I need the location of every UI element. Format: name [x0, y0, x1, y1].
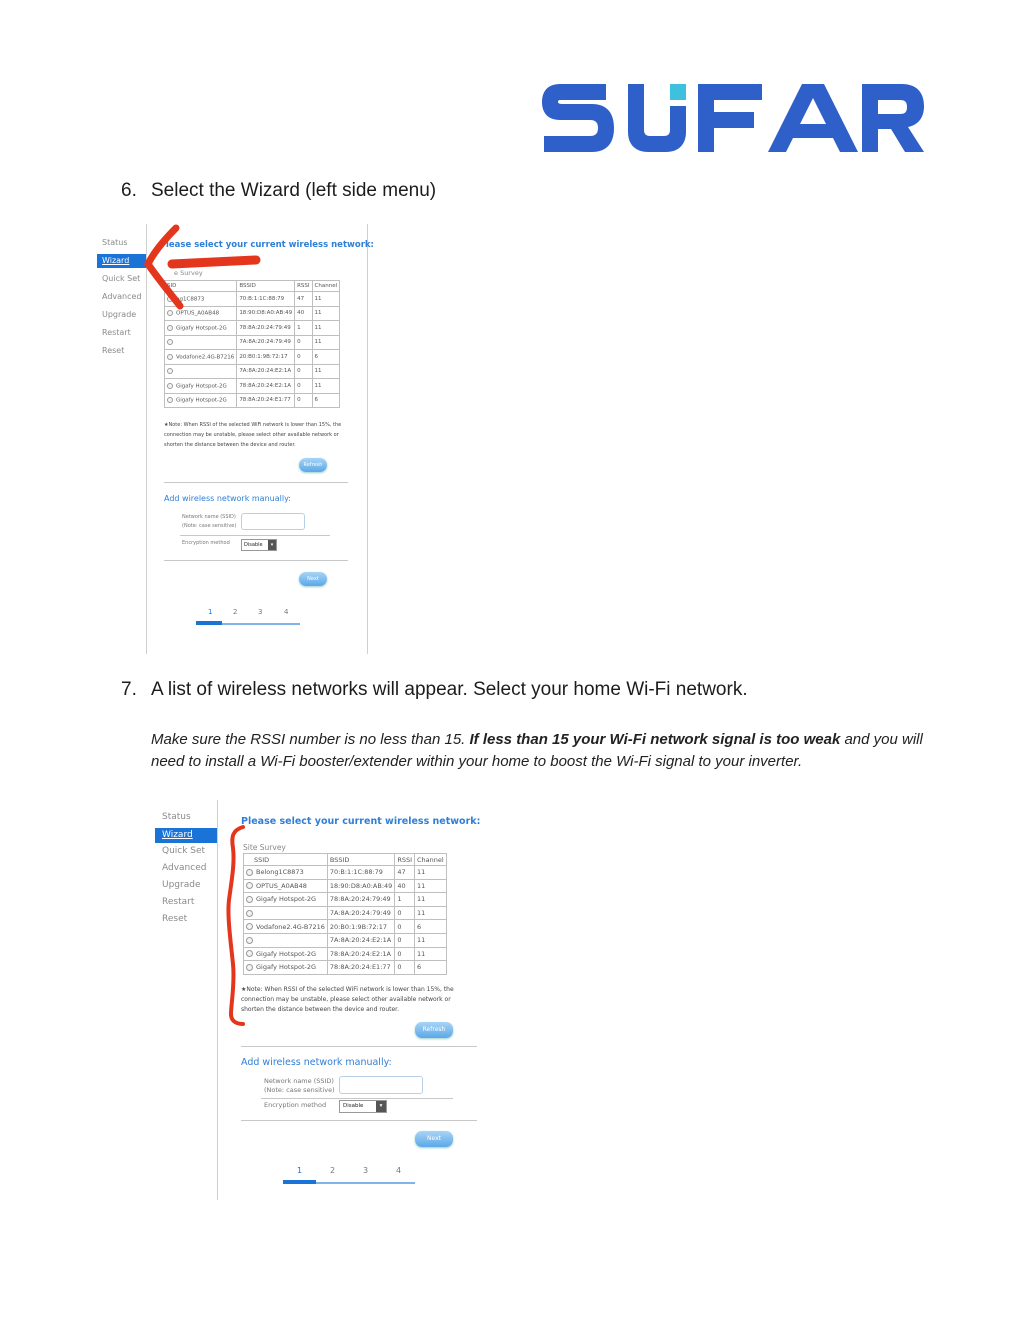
cell-text: Gigafy Hotspot-2G [176, 325, 227, 331]
rssi-cell [295, 379, 312, 394]
wizard-screenshot-large [155, 800, 485, 1200]
divider [164, 482, 348, 483]
cell-text: Vodafone2.4G-B7216 [176, 354, 235, 360]
rssi-cell [395, 933, 415, 947]
page-title: Please select your current wireless network: [241, 816, 481, 827]
cell-text: 18:90:D8:A0:AB:49 [239, 310, 293, 317]
note-part-2: and you will need to install a Wi-Fi booster/extender within your home to boost the Wi-Fi signal to your inverter. [151, 731, 923, 770]
table-row[interactable] [165, 393, 340, 408]
channel-cell [312, 364, 340, 379]
rssi-note: ★Note: When RSSI of the selected WiFi network is lower than 15%, the connection may be unstable, please select other available network or shorten the distance between the device and router. [241, 986, 454, 1013]
cell-text: 78:8A:20:24:E2:1A [239, 382, 291, 389]
divider [164, 560, 348, 561]
page-1[interactable]: 1 [208, 608, 213, 616]
ssid-cell [244, 961, 328, 975]
cell-text: 7A:8A:20:24:79:49 [239, 339, 291, 346]
ssid-cell [244, 933, 328, 947]
encryption-label: Encryption method [182, 540, 230, 546]
ssid-label: Network name (SSID) [264, 1077, 334, 1085]
ssid-cell [244, 906, 328, 920]
cell-text: Gigafy Hotspot-2G [256, 949, 317, 958]
menu-upgrade[interactable]: Upgrade [102, 310, 137, 319]
bssid-cell [327, 906, 394, 920]
divider [241, 1046, 477, 1047]
bssid-cell [237, 364, 295, 379]
rssi-cell [295, 306, 312, 321]
menu-wizard[interactable]: Wizard [97, 254, 147, 268]
menu-status[interactable]: Status [102, 238, 128, 247]
encryption-select[interactable] [241, 539, 277, 551]
cell-text: 0 [397, 963, 402, 972]
ssid-cell [165, 379, 237, 394]
cell-text: 70:B:1:1C:88:79 [239, 295, 285, 302]
cell-text: 47 [297, 295, 305, 302]
network-radio[interactable] [246, 882, 253, 889]
network-radio[interactable] [167, 368, 173, 374]
cell-text: Gigafy Hotspot-2G [256, 963, 317, 972]
channel-cell [415, 933, 447, 947]
cell-text: 0 [297, 339, 301, 346]
table-row[interactable] [244, 893, 447, 907]
cell-text: 0 [297, 397, 301, 404]
cell-text: Belong1C8873 [256, 868, 304, 877]
ssid-cell [244, 879, 328, 893]
cell-text: 11 [417, 881, 426, 890]
table-row[interactable] [244, 933, 447, 947]
network-radio[interactable] [246, 869, 253, 876]
step-text: Select the Wizard (left side menu) [151, 180, 437, 201]
network-radio[interactable] [246, 896, 253, 903]
cell-text: 11 [314, 295, 322, 302]
rssi-cell [395, 893, 415, 907]
cell-text: 78:8A:20:24:79:49 [329, 895, 391, 904]
progress-bar [196, 623, 300, 625]
step-number: 6. [121, 180, 137, 201]
network-radio[interactable] [246, 964, 253, 971]
cell-text: OPTUS_A0AB48 [256, 881, 307, 890]
cell-text: 11 [417, 868, 426, 877]
cell-text: 6 [417, 922, 422, 931]
channel-cell [312, 292, 340, 307]
divider [261, 1098, 453, 1099]
rssi-cell [395, 961, 415, 975]
ssid-input[interactable] [339, 1076, 423, 1094]
rssi-cell [295, 321, 312, 336]
channel-cell [312, 393, 340, 408]
network-radio[interactable] [167, 397, 173, 403]
cell-text: 7A:8A:20:24:79:49 [329, 909, 391, 918]
channel-cell [312, 321, 340, 336]
menu-upgrade[interactable]: Upgrade [162, 880, 201, 890]
step-7 [121, 679, 748, 701]
cell-text: 7A:8A:20:24:E2:1A [329, 936, 392, 945]
table-row[interactable] [165, 350, 340, 365]
cell-text: 0 [297, 382, 301, 389]
manual-title: Add wireless network manually: [164, 494, 291, 503]
bssid-cell [327, 961, 394, 975]
table-row[interactable] [244, 961, 447, 975]
cell-text: OPTUS_A0AB48 [176, 310, 220, 317]
channel-cell [312, 350, 340, 365]
col-channel: Channel [312, 281, 340, 292]
encryption-label: Encryption method [264, 1101, 327, 1109]
ssid-cell [165, 335, 237, 350]
menu-quick-set[interactable]: Quick Set [102, 274, 141, 283]
cell-text: 47 [397, 868, 406, 877]
bssid-cell [237, 321, 295, 336]
table-row[interactable] [244, 879, 447, 893]
ssid-label: Network name (SSID) [182, 514, 236, 520]
cell-text: 7A:8A:20:24:E2:1A [239, 368, 292, 375]
col-ssid: SID [165, 281, 237, 292]
site-survey-label: e Survey [174, 269, 203, 277]
channel-cell [415, 920, 447, 934]
page-4[interactable]: 4 [284, 608, 289, 616]
bssid-cell [327, 947, 394, 961]
page-3[interactable]: 3 [258, 608, 263, 616]
cell-text: 40 [297, 310, 305, 317]
network-radio[interactable] [167, 339, 173, 345]
rssi-cell [295, 364, 312, 379]
cell-text: 78:8A:20:24:E2:1A [329, 949, 391, 958]
sofar-logo [540, 78, 925, 158]
page-3[interactable]: 3 [363, 1166, 369, 1175]
col-rssi: RSSI [295, 281, 312, 292]
bssid-cell [327, 933, 394, 947]
cell-text: 0 [297, 368, 301, 375]
table-row[interactable] [165, 321, 340, 336]
rssi-cell [395, 947, 415, 961]
ssid-cell [165, 364, 237, 379]
network-radio[interactable] [167, 383, 173, 389]
cell-text: 11 [314, 310, 322, 317]
channel-cell [415, 866, 447, 880]
cell-text: 11 [314, 339, 322, 346]
network-radio[interactable] [167, 325, 173, 331]
cell-text: 0 [397, 949, 402, 958]
frame-border [367, 224, 368, 654]
bssid-cell [327, 920, 394, 934]
page-1[interactable]: 1 [297, 1166, 303, 1175]
menu-advanced[interactable]: Advanced [162, 863, 207, 873]
ssid-cell [244, 893, 328, 907]
note-bold: If less than 15 your Wi-Fi network signal is too weak [469, 731, 841, 748]
col-rssi: RSSI [395, 854, 415, 866]
col-bssid: BSSID [327, 854, 394, 866]
cell-text: 11 [314, 382, 322, 389]
menu-reset[interactable]: Reset [162, 914, 188, 924]
cell-text: 11 [314, 324, 322, 331]
cell-text: 0 [397, 936, 402, 945]
network-radio[interactable] [167, 354, 173, 360]
ssid-cell [244, 920, 328, 934]
rssi-cell [295, 350, 312, 365]
cell-text: 78:8A:20:24:E1:77 [329, 963, 391, 972]
bssid-cell [237, 350, 295, 365]
cell-text: 11 [314, 368, 322, 375]
cell-text: Gigafy Hotspot-2G [176, 397, 227, 404]
rssi-cell [395, 866, 415, 880]
ssid-input[interactable] [241, 513, 305, 530]
network-radio[interactable] [246, 923, 253, 930]
divider [241, 1120, 477, 1121]
page-title: lease select your current wireless network: [166, 240, 374, 250]
cell-text: 1 [397, 895, 402, 904]
site-survey-label: Site Survey [243, 843, 286, 852]
rssi-cell [395, 920, 415, 934]
cell-text: 6 [314, 353, 319, 360]
col-bssid: BSSID [237, 281, 295, 292]
menu-divider [217, 800, 218, 1200]
rssi-cell [395, 906, 415, 920]
cell-text: 78:8A:20:24:E1:77 [239, 397, 291, 404]
chevron-down-icon: ▾ [376, 1101, 386, 1112]
step-6 [121, 180, 436, 202]
cell-text: 0 [297, 353, 301, 360]
manual-title: Add wireless network manually: [241, 1057, 392, 1068]
rssi-cell [295, 393, 312, 408]
bssid-cell [237, 379, 295, 394]
ssid-cell [244, 866, 328, 880]
menu-status[interactable]: Status [162, 812, 191, 822]
cell-text: 18:90:D8:A0:AB:49 [329, 881, 393, 890]
cell-text: 6 [417, 963, 422, 972]
encryption-value: Disable [244, 542, 263, 548]
ssid-cell [165, 350, 237, 365]
divider [180, 535, 330, 536]
cell-text: Vodafone2.4G-B7216 [256, 922, 325, 931]
table-row[interactable] [244, 866, 447, 880]
refresh-button[interactable]: Refresh [415, 1022, 453, 1038]
bssid-cell [327, 866, 394, 880]
channel-cell [312, 306, 340, 321]
ssid-note: (Note: case sensitive) [182, 523, 237, 529]
network-radio[interactable] [246, 937, 253, 944]
channel-cell [312, 335, 340, 350]
page-2[interactable]: 2 [233, 608, 238, 616]
encryption-select[interactable] [339, 1100, 387, 1113]
cell-text: 11 [417, 936, 426, 945]
rssi-instruction [151, 729, 951, 773]
bssid-cell [327, 879, 394, 893]
table-row[interactable] [165, 335, 340, 350]
cell-text: Gigafy Hotspot-2G [256, 895, 317, 904]
channel-cell [415, 961, 447, 975]
cell-text: 1 [297, 324, 301, 331]
channel-cell [415, 879, 447, 893]
step-text: A list of wireless networks will appear. Select your home Wi-Fi network. [151, 679, 748, 700]
refresh-button[interactable]: Refresh [299, 458, 327, 472]
red-arrow-annotation [142, 222, 262, 312]
bssid-cell [237, 393, 295, 408]
cell-text: 40 [397, 881, 406, 890]
channel-cell [415, 947, 447, 961]
cell-text: Gigafy Hotspot-2G [176, 383, 227, 389]
cell-text: 0 [397, 922, 402, 931]
cell-text: 6 [314, 397, 319, 404]
next-button[interactable]: Next [299, 572, 327, 586]
table-row[interactable] [165, 379, 340, 394]
table-row[interactable] [244, 906, 447, 920]
rssi-cell [395, 879, 415, 893]
network-radio[interactable] [246, 910, 253, 917]
next-button[interactable]: Next [415, 1131, 453, 1147]
ssid-cell [165, 393, 237, 408]
page-2[interactable]: 2 [330, 1166, 336, 1175]
rssi-cell [295, 292, 312, 307]
channel-cell [312, 379, 340, 394]
ssid-note: (Note: case sensitive) [264, 1086, 335, 1094]
menu-reset[interactable]: Reset [102, 346, 125, 355]
cell-text: 0 [397, 909, 402, 918]
bssid-cell [237, 335, 295, 350]
channel-cell [415, 893, 447, 907]
encryption-value: Disable [343, 1103, 364, 1109]
menu-wizard[interactable]: Wizard [155, 828, 217, 843]
table-row[interactable] [165, 364, 340, 379]
rssi-note: ★Note: When RSSI of the selected WiFi network is lower than 15%, the connection may be unstable, please select other available network or shorten the distance between the device and router. [164, 422, 342, 448]
table-row[interactable] [244, 947, 447, 961]
wizard-screenshot-small [96, 224, 374, 654]
ssid-cell [244, 947, 328, 961]
menu-quick-set[interactable]: Quick Set [162, 846, 206, 856]
cell-text: ng1C8873 [176, 296, 205, 302]
bssid-cell [327, 893, 394, 907]
menu-restart[interactable]: Restart [102, 328, 131, 337]
rssi-cell [295, 335, 312, 350]
note-part-1: Make sure the RSSI number is no less than 15. [151, 731, 470, 748]
cell-text: 78:8A:20:24:79:49 [239, 324, 291, 331]
red-bracket-annotation [223, 824, 247, 1028]
wifi-table [243, 853, 447, 975]
cell-text: 20:B0:1:9B:72:17 [239, 353, 288, 360]
col-channel: Channel [415, 854, 447, 866]
cell-text: 11 [417, 895, 426, 904]
cell-text: 20:B0:1:9B:72:17 [329, 922, 387, 931]
page-4[interactable]: 4 [396, 1166, 402, 1175]
chevron-down-icon: ▾ [268, 540, 276, 550]
col-ssid: SSID [244, 854, 328, 866]
network-radio[interactable] [246, 950, 253, 957]
menu-restart[interactable]: Restart [162, 897, 195, 907]
channel-cell [415, 906, 447, 920]
progress-bar [283, 1182, 415, 1184]
cell-text: 11 [417, 909, 426, 918]
menu-advanced[interactable]: Advanced [102, 292, 142, 301]
table-row[interactable] [244, 920, 447, 934]
ssid-cell [165, 321, 237, 336]
cell-text: 70:B:1:1C:88:79 [329, 868, 383, 877]
cell-text: 11 [417, 949, 426, 958]
step-number: 7. [121, 679, 137, 700]
